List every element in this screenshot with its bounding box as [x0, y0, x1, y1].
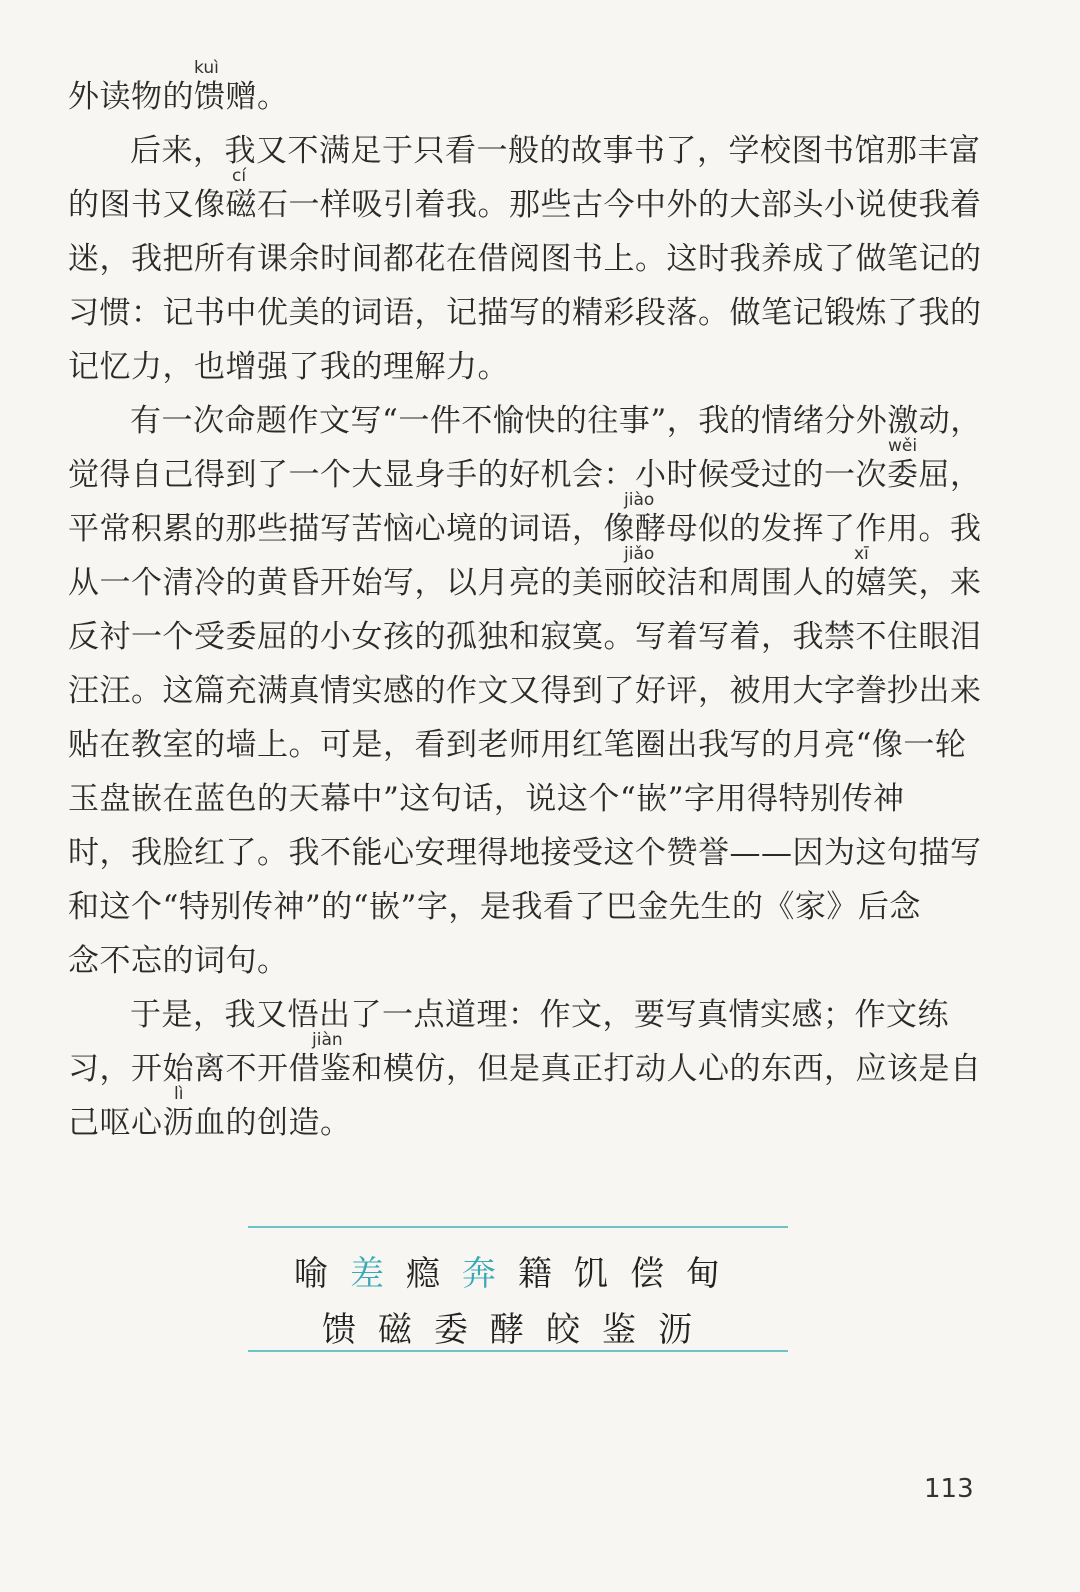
vocabulary-box	[248, 1226, 788, 1350]
text-line: 记忆力，也增强了我的理解力。	[68, 349, 509, 385]
vocab-character: 馈	[322, 1310, 378, 1350]
vocab-character: 喻	[294, 1254, 350, 1294]
vocab-character: 沥	[658, 1310, 714, 1350]
pinyin-annotation: lì	[174, 1084, 184, 1104]
vocab-character: 甸	[686, 1254, 742, 1294]
vocab-character: 差	[350, 1254, 406, 1294]
vocab-character: 瘾	[406, 1254, 462, 1294]
text-line: 反衬一个受委屈的小女孩的孤独和寂寞。写着写着，我禁不住眼泪	[68, 619, 982, 655]
text-line: 贴在教室的墙上。可是，看到老师用红笔圈出我写的月亮“像一轮	[68, 727, 967, 763]
pinyin-annotation: jiào	[624, 490, 655, 510]
vocab-row-1	[248, 1246, 788, 1295]
vocab-bottom-rule	[248, 1350, 788, 1352]
text-line: cí 的图书又像磁石一样吸引着我。那些古今中外的大部头小说使我着	[68, 166, 982, 223]
pinyin-annotation: wěi	[888, 436, 918, 456]
pinyin-annotation: cí	[232, 166, 247, 186]
text-line: wěi 觉得自己得到了一个大显身手的好机会：小时候受过的一次委屈，	[68, 436, 982, 493]
text-line: 有一次命题作文写“一件不愉快的往事”，我的情绪分外激动，	[130, 403, 982, 439]
text-line: 和这个“特别传神”的“嵌”字，是我看了巴金先生的《家》后念	[68, 889, 921, 925]
vocab-character: 饥	[574, 1254, 630, 1294]
text-line: 汪汪。这篇充满真情实感的作文又得到了好评，被用大字誊抄出来	[68, 673, 982, 709]
text-line: 习惯：记书中优美的词语，记描写的精彩段落。做笔记锻炼了我的	[68, 295, 982, 331]
vocab-character: 委	[434, 1310, 490, 1350]
text-line: 后来，我又不满足于只看一般的故事书了，学校图书馆那丰富	[130, 133, 981, 169]
pinyin-annotation: kuì	[194, 58, 219, 78]
text-line: 于是，我又悟出了一点道理：作文，要写真情实感；作文练	[130, 997, 949, 1033]
pinyin-annotation: jiàn	[312, 1030, 343, 1050]
text-line: 时，我脸红了。我不能心安理得地接受这个赞誉——因为这句描写	[68, 835, 982, 871]
vocab-character: 籍	[518, 1254, 574, 1294]
vocab-character: 奔	[462, 1254, 518, 1294]
text-line: jiàn 习，开始离不开借鉴和模仿，但是真正打动人心的东西，应该是自	[68, 1030, 982, 1087]
page-number: 113	[924, 1474, 974, 1504]
vocab-row-2	[248, 1302, 788, 1351]
pinyin-annotation: jiǎo	[624, 544, 655, 564]
vocab-character: 鉴	[602, 1310, 658, 1350]
vocab-top-rule	[248, 1226, 788, 1228]
text-line: jiào 平常积累的那些描写苦恼心境的词语，像酵母似的发挥了作用。我	[68, 490, 982, 547]
vocab-character: 皎	[546, 1310, 602, 1350]
text-line: kuì 外读物的馈赠。	[68, 58, 289, 115]
text-line: 迷，我把所有课余时间都花在借阅图书上。这时我养成了做笔记的	[68, 241, 982, 277]
text-line: jiǎo xī 从一个清冷的黄昏开始写，以月亮的美丽皎洁和周围人的嬉笑，来	[68, 544, 982, 601]
vocab-character: 酵	[490, 1310, 546, 1350]
text-line: 玉盘嵌在蓝色的天幕中”这句话，说这个“嵌”字用得特别传神	[68, 781, 905, 817]
body-text	[68, 58, 983, 1150]
text-line: 念不忘的词句。	[68, 943, 289, 979]
text-line: lì 己呕心沥血的创造。	[68, 1084, 352, 1141]
vocab-character: 偿	[630, 1254, 686, 1294]
vocab-character: 磁	[378, 1310, 434, 1350]
pinyin-annotation: xī	[854, 544, 869, 564]
